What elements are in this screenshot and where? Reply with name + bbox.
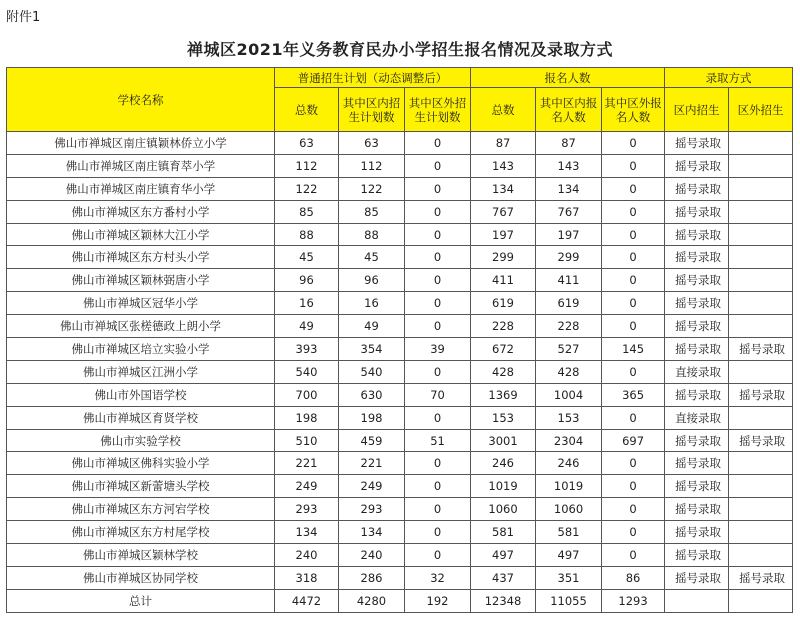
plan-total-cell: 700 (275, 383, 339, 406)
school-name-cell: 佛山市禅城区江洲小学 (7, 360, 275, 383)
apply-out-cell: 145 (602, 338, 665, 361)
plan-in-cell: 45 (339, 246, 405, 269)
enrollment-table (6, 67, 793, 613)
table-row (7, 223, 793, 246)
apply-total-cell: 437 (471, 566, 536, 589)
apply-total-cell: 581 (471, 521, 536, 544)
school-name-cell: 佛山市禅城区东方村头小学 (7, 246, 275, 269)
header-plan-in: 其中区内招生计划数 (339, 88, 405, 132)
header-plan-out: 其中区外招生计划数 (405, 88, 471, 132)
apply-in-cell: 134 (536, 177, 602, 200)
apply-in-cell: 2304 (536, 429, 602, 452)
header-apply-total: 总数 (471, 88, 536, 132)
plan-total-cell: 49 (275, 315, 339, 338)
table-body (7, 132, 793, 590)
apply-out-cell: 0 (602, 200, 665, 223)
plan-in-cell: 249 (339, 475, 405, 498)
school-name-cell: 佛山市禅城区张槎德政上朗小学 (7, 315, 275, 338)
admit-out-cell (729, 521, 793, 544)
apply-total-cell: 619 (471, 292, 536, 315)
plan-out-cell: 0 (405, 452, 471, 475)
apply-in-cell: 1019 (536, 475, 602, 498)
total-apply-total: 12348 (471, 589, 536, 612)
apply-total-cell: 134 (471, 177, 536, 200)
table-row (7, 452, 793, 475)
apply-total-cell: 411 (471, 269, 536, 292)
apply-in-cell: 153 (536, 406, 602, 429)
plan-total-cell: 510 (275, 429, 339, 452)
plan-total-cell: 221 (275, 452, 339, 475)
plan-out-cell: 0 (405, 521, 471, 544)
plan-in-cell: 354 (339, 338, 405, 361)
admit-in-cell: 摇号录取 (665, 315, 729, 338)
table-row (7, 246, 793, 269)
admit-in-cell: 摇号录取 (665, 177, 729, 200)
total-admit-in (665, 589, 729, 612)
plan-total-cell: 249 (275, 475, 339, 498)
plan-out-cell: 0 (405, 269, 471, 292)
apply-in-cell: 411 (536, 269, 602, 292)
header-admit-group: 录取方式 (665, 68, 793, 88)
admit-out-cell (729, 154, 793, 177)
apply-out-cell: 365 (602, 383, 665, 406)
admit-in-cell: 摇号录取 (665, 223, 729, 246)
school-name-cell: 佛山市禅城区新蕾塘头学校 (7, 475, 275, 498)
plan-total-cell: 96 (275, 269, 339, 292)
apply-out-cell: 0 (602, 223, 665, 246)
table-row (7, 360, 793, 383)
apply-total-cell: 497 (471, 544, 536, 567)
apply-out-cell: 0 (602, 292, 665, 315)
plan-total-cell: 540 (275, 360, 339, 383)
table-row (7, 406, 793, 429)
plan-out-cell: 0 (405, 544, 471, 567)
plan-out-cell: 0 (405, 132, 471, 155)
apply-total-cell: 87 (471, 132, 536, 155)
admit-in-cell: 摇号录取 (665, 338, 729, 361)
school-name-cell: 佛山市禅城区南庄镇颖林侨立小学 (7, 132, 275, 155)
plan-total-cell: 16 (275, 292, 339, 315)
admit-out-cell (729, 498, 793, 521)
plan-total-cell: 198 (275, 406, 339, 429)
plan-out-cell: 0 (405, 200, 471, 223)
admit-in-cell: 摇号录取 (665, 566, 729, 589)
admit-in-cell: 摇号录取 (665, 269, 729, 292)
plan-total-cell: 45 (275, 246, 339, 269)
plan-out-cell: 0 (405, 223, 471, 246)
plan-in-cell: 63 (339, 132, 405, 155)
total-plan-total: 4472 (275, 589, 339, 612)
plan-out-cell: 0 (405, 498, 471, 521)
apply-in-cell: 87 (536, 132, 602, 155)
apply-out-cell: 0 (602, 269, 665, 292)
admit-out-cell: 摇号录取 (729, 338, 793, 361)
admit-out-cell (729, 406, 793, 429)
admit-in-cell: 摇号录取 (665, 292, 729, 315)
apply-out-cell: 0 (602, 406, 665, 429)
plan-total-cell: 88 (275, 223, 339, 246)
plan-in-cell: 240 (339, 544, 405, 567)
apply-out-cell: 0 (602, 452, 665, 475)
plan-out-cell: 0 (405, 292, 471, 315)
school-name-cell: 佛山市禅城区育贤学校 (7, 406, 275, 429)
plan-in-cell: 540 (339, 360, 405, 383)
admit-out-cell (729, 177, 793, 200)
apply-total-cell: 246 (471, 452, 536, 475)
plan-total-cell: 318 (275, 566, 339, 589)
apply-total-cell: 1019 (471, 475, 536, 498)
header-apply-out: 其中区外报名人数 (602, 88, 665, 132)
total-apply-out: 1293 (602, 589, 665, 612)
apply-in-cell: 197 (536, 223, 602, 246)
plan-total-cell: 122 (275, 177, 339, 200)
apply-total-cell: 1060 (471, 498, 536, 521)
school-name-cell: 佛山市禅城区颖林学校 (7, 544, 275, 567)
school-name-cell: 佛山市禅城区东方番村小学 (7, 200, 275, 223)
plan-out-cell: 0 (405, 177, 471, 200)
table-row (7, 269, 793, 292)
plan-out-cell: 0 (405, 315, 471, 338)
school-name-cell: 佛山市禅城区颖林弼唐小学 (7, 269, 275, 292)
apply-out-cell: 86 (602, 566, 665, 589)
total-row (7, 589, 793, 612)
apply-in-cell: 299 (536, 246, 602, 269)
apply-in-cell: 246 (536, 452, 602, 475)
plan-in-cell: 122 (339, 177, 405, 200)
apply-in-cell: 1004 (536, 383, 602, 406)
plan-in-cell: 286 (339, 566, 405, 589)
apply-in-cell: 767 (536, 200, 602, 223)
header-admit-in: 区内招生 (665, 88, 729, 132)
table-row (7, 566, 793, 589)
plan-total-cell: 240 (275, 544, 339, 567)
plan-in-cell: 221 (339, 452, 405, 475)
plan-out-cell: 70 (405, 383, 471, 406)
admit-out-cell (729, 544, 793, 567)
apply-out-cell: 0 (602, 315, 665, 338)
attachment-label: 附件1 (6, 10, 41, 25)
admit-out-cell (729, 246, 793, 269)
plan-in-cell: 16 (339, 292, 405, 315)
school-name-cell: 佛山市禅城区南庄镇育华小学 (7, 177, 275, 200)
plan-in-cell: 49 (339, 315, 405, 338)
page-title: 禅城区2021年义务教育民办小学招生报名情况及录取方式 (186, 40, 614, 59)
table-row (7, 315, 793, 338)
header-plan-group: 普通招生计划（动态调整后） (275, 68, 471, 88)
table-row (7, 475, 793, 498)
school-name-cell: 佛山市禅城区颖林大江小学 (7, 223, 275, 246)
total-plan-in: 4280 (339, 589, 405, 612)
plan-in-cell: 88 (339, 223, 405, 246)
admit-out-cell: 摇号录取 (729, 429, 793, 452)
table-row (7, 498, 793, 521)
admit-in-cell: 摇号录取 (665, 383, 729, 406)
apply-out-cell: 0 (602, 521, 665, 544)
school-name-cell: 佛山市外国语学校 (7, 383, 275, 406)
school-name-cell: 佛山市禅城区南庄镇育萃小学 (7, 154, 275, 177)
plan-in-cell: 134 (339, 521, 405, 544)
table-row (7, 383, 793, 406)
plan-out-cell: 39 (405, 338, 471, 361)
apply-total-cell: 143 (471, 154, 536, 177)
plan-out-cell: 0 (405, 154, 471, 177)
plan-out-cell: 0 (405, 360, 471, 383)
table-row (7, 292, 793, 315)
school-name-cell: 佛山市禅城区培立实验小学 (7, 338, 275, 361)
table-row (7, 338, 793, 361)
plan-in-cell: 85 (339, 200, 405, 223)
admit-in-cell: 摇号录取 (665, 154, 729, 177)
header-plan-total: 总数 (275, 88, 339, 132)
apply-out-cell: 0 (602, 154, 665, 177)
admit-in-cell: 摇号录取 (665, 498, 729, 521)
apply-total-cell: 299 (471, 246, 536, 269)
apply-total-cell: 228 (471, 315, 536, 338)
admit-out-cell (729, 360, 793, 383)
apply-in-cell: 428 (536, 360, 602, 383)
plan-total-cell: 85 (275, 200, 339, 223)
table-row (7, 132, 793, 155)
total-admit-out (729, 589, 793, 612)
apply-out-cell: 0 (602, 177, 665, 200)
apply-out-cell: 0 (602, 475, 665, 498)
admit-in-cell: 直接录取 (665, 406, 729, 429)
apply-out-cell: 697 (602, 429, 665, 452)
school-name-cell: 佛山市实验学校 (7, 429, 275, 452)
admit-in-cell: 摇号录取 (665, 521, 729, 544)
school-name-cell: 佛山市禅城区协同学校 (7, 566, 275, 589)
admit-out-cell (729, 269, 793, 292)
apply-in-cell: 619 (536, 292, 602, 315)
apply-total-cell: 3001 (471, 429, 536, 452)
apply-in-cell: 497 (536, 544, 602, 567)
header-school-name: 学校名称 (7, 68, 275, 132)
plan-in-cell: 630 (339, 383, 405, 406)
plan-out-cell: 51 (405, 429, 471, 452)
total-plan-out: 192 (405, 589, 471, 612)
table-row (7, 521, 793, 544)
admit-in-cell: 直接录取 (665, 360, 729, 383)
admit-in-cell: 摇号录取 (665, 246, 729, 269)
admit-in-cell: 摇号录取 (665, 200, 729, 223)
apply-in-cell: 527 (536, 338, 602, 361)
plan-in-cell: 459 (339, 429, 405, 452)
plan-in-cell: 112 (339, 154, 405, 177)
admit-out-cell: 摇号录取 (729, 566, 793, 589)
plan-in-cell: 198 (339, 406, 405, 429)
plan-out-cell: 0 (405, 406, 471, 429)
admit-in-cell: 摇号录取 (665, 452, 729, 475)
admit-in-cell: 摇号录取 (665, 132, 729, 155)
plan-total-cell: 134 (275, 521, 339, 544)
table-row (7, 200, 793, 223)
apply-in-cell: 143 (536, 154, 602, 177)
apply-out-cell: 0 (602, 544, 665, 567)
apply-in-cell: 351 (536, 566, 602, 589)
apply-total-cell: 672 (471, 338, 536, 361)
apply-out-cell: 0 (602, 360, 665, 383)
header-apply-in: 其中区内报名人数 (536, 88, 602, 132)
apply-out-cell: 0 (602, 246, 665, 269)
admit-out-cell: 摇号录取 (729, 383, 793, 406)
admit-in-cell: 摇号录取 (665, 475, 729, 498)
header-admit-out: 区外招生 (729, 88, 793, 132)
admit-out-cell (729, 223, 793, 246)
school-name-cell: 佛山市禅城区东方河宕学校 (7, 498, 275, 521)
total-apply-in: 11055 (536, 589, 602, 612)
plan-total-cell: 63 (275, 132, 339, 155)
admit-in-cell: 摇号录取 (665, 544, 729, 567)
apply-total-cell: 197 (471, 223, 536, 246)
plan-total-cell: 293 (275, 498, 339, 521)
table-row (7, 177, 793, 200)
plan-out-cell: 0 (405, 475, 471, 498)
apply-out-cell: 0 (602, 498, 665, 521)
table-row (7, 154, 793, 177)
plan-total-cell: 112 (275, 154, 339, 177)
total-label: 总计 (7, 589, 275, 612)
admit-out-cell (729, 315, 793, 338)
plan-total-cell: 393 (275, 338, 339, 361)
admit-out-cell (729, 200, 793, 223)
plan-out-cell: 0 (405, 246, 471, 269)
school-name-cell: 佛山市禅城区东方村尾学校 (7, 521, 275, 544)
apply-total-cell: 767 (471, 200, 536, 223)
apply-total-cell: 1369 (471, 383, 536, 406)
apply-total-cell: 153 (471, 406, 536, 429)
admit-out-cell (729, 452, 793, 475)
school-name-cell: 佛山市禅城区冠华小学 (7, 292, 275, 315)
admit-out-cell (729, 475, 793, 498)
admit-out-cell (729, 292, 793, 315)
apply-out-cell: 0 (602, 132, 665, 155)
admit-out-cell (729, 132, 793, 155)
plan-out-cell: 32 (405, 566, 471, 589)
header-apply-group: 报名人数 (471, 68, 665, 88)
apply-in-cell: 1060 (536, 498, 602, 521)
admit-in-cell: 摇号录取 (665, 429, 729, 452)
plan-in-cell: 293 (339, 498, 405, 521)
table-row (7, 544, 793, 567)
school-name-cell: 佛山市禅城区佛科实验小学 (7, 452, 275, 475)
plan-in-cell: 96 (339, 269, 405, 292)
apply-total-cell: 428 (471, 360, 536, 383)
apply-in-cell: 228 (536, 315, 602, 338)
table-row (7, 429, 793, 452)
apply-in-cell: 581 (536, 521, 602, 544)
